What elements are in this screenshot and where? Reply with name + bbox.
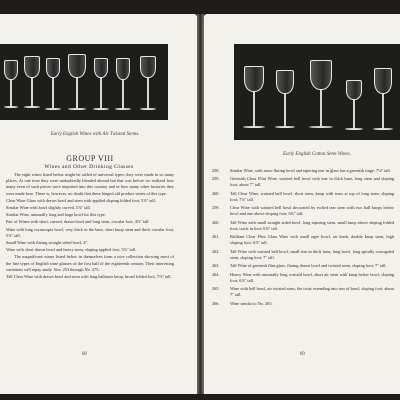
entry-description: Tall Wine with waisted bell bowl, small tear in thick base, long bowl, long spirally corrugated stem, sloping foot; 7" tall. bbox=[230, 248, 394, 260]
entry-number: 266. bbox=[212, 300, 220, 306]
entry-description: Clear Wine with waisted bell bowl decorated by etched tear stem with two ball knops below bowl and one above sloping foot; 6⅞" tall. bbox=[230, 205, 394, 217]
paragraph: Small Wine with flaring straight sided bowl, 4". bbox=[6, 240, 89, 246]
photo-caption: Early English Cotton Stem Wines. bbox=[283, 152, 351, 157]
list-item bbox=[212, 272, 394, 284]
paragraph: Pair of Wines with short, curved, drawn bowl and long stem, circular foot, 4⅞" tall. bbox=[6, 219, 150, 225]
list-item bbox=[212, 191, 394, 203]
entry-description: Wine with bell bowl, air twisted stem, the twist extending into rim of bowl, sloping foot; about 7" tall. bbox=[230, 286, 394, 298]
page-number: 69 bbox=[300, 352, 305, 357]
group-subtitle: Wines and Other Drinking Glasses bbox=[44, 164, 134, 170]
paragraph: Wine with short drawn bowl and heavy stem, sloping applied foot, 5⅞" tall. bbox=[6, 247, 137, 253]
entry-number: 259. bbox=[212, 176, 220, 182]
list-item bbox=[212, 168, 394, 174]
paragraph: Similar Wine with bowl slightly curved, 5⅞" tall. bbox=[6, 205, 91, 211]
paragraph: Wine with long cornucopia bowl, very thick in the base, short knop stem and thick circular foot, 5⅞" tall. bbox=[6, 226, 174, 238]
entry-number: 261. bbox=[212, 234, 220, 240]
paragraph: Clear Wine Glass with drawn bowl and stem with applied sloping folded foot, 5⅞" tall. bbox=[6, 197, 156, 203]
entry-description: Tall Clear Wine, waisted bell bowl, short stem, knop with tears at top of long stem, sloping foot; 7⅛" tall. bbox=[230, 190, 394, 202]
entry-description: Tall Wine of greenish flint glass, flaring drawn bowl and twisted stem, sloping foot; 7" tall. bbox=[230, 263, 387, 269]
entry-number: 262. bbox=[212, 248, 220, 254]
list-item bbox=[212, 234, 394, 246]
cotton-stem-wines-photo bbox=[234, 44, 400, 140]
list-item bbox=[212, 286, 394, 298]
list-item bbox=[212, 220, 394, 232]
entry-description: Wine similar to No. 265. bbox=[230, 300, 273, 306]
body-text bbox=[6, 172, 174, 281]
entry-number: 265. bbox=[212, 286, 220, 292]
entry-number: 260. bbox=[212, 219, 220, 225]
entry-number: 263. bbox=[212, 263, 220, 269]
entry-number: 258. bbox=[212, 168, 220, 173]
entry-description: Heavy Wine with unusually long waisted bowl, short air stem with knop below bowl, sloping foot; 6⅞" tall. bbox=[230, 271, 394, 283]
right-page bbox=[204, 14, 400, 394]
paragraph: Similar Wine, unusually long and large bowl for this type. bbox=[6, 212, 106, 218]
air-twist-wines-photo bbox=[0, 44, 168, 120]
photo-caption: Early English Wines with Air Twisted Stems. bbox=[50, 132, 140, 137]
list-item bbox=[212, 249, 394, 261]
list-item bbox=[212, 263, 394, 269]
left-page bbox=[0, 14, 197, 394]
group-title: GROUP VIII bbox=[66, 154, 114, 163]
entry-description: Greenish Clear Flint Wine, waisted bell bowl with tear in thick base, long stem and sloping foot; about 7" tall. bbox=[230, 176, 394, 188]
list-item bbox=[212, 301, 394, 307]
book-gutter bbox=[197, 14, 204, 394]
list-item bbox=[212, 205, 394, 217]
paragraph: Tall Clear Wine with drawn bowl and stem with long balluster knop, broad folded foot, 7⅞" tall. bbox=[6, 274, 172, 280]
paragraph: The eight wines listed below might be called of universal types; they were made in so many places. At one time they were undoubtedly blended abroad but that was before we realized how many even of such pieces were imported into this country and in how many other factories they were made here. There is, however, no doubt that these hinged old product wines of this type. bbox=[6, 172, 174, 196]
entry-description: Brilliant Clear Flint Glass Wine with small ogee bowl, air knob, double knop stem, high sloping foot; 6⅞" tall. bbox=[230, 234, 394, 246]
entry-number: 260. bbox=[212, 190, 220, 196]
catalogue-entries bbox=[212, 168, 394, 309]
entry-description: Tall Wine with small straight sided bowl, long tapering stem, small knop above sloping folded foot; crack in foot; 6⅞" tall. bbox=[230, 219, 394, 231]
page-number: 68 bbox=[82, 352, 87, 357]
entry-number: 259. bbox=[212, 205, 220, 211]
entry-description: Similar Wine, with more flaring bowl and tapering tear in glass has a greenish tinge; 7⅛" tall. bbox=[230, 168, 391, 173]
entry-number: 264. bbox=[212, 271, 220, 277]
paragraph: The magnificent wines listed below in themselves form a nice collection showing most of the fine types of English wine glasses of the first half of the eighteenth century. Their interesting variations will repay study. Nos. 253 through No. 275. bbox=[6, 254, 174, 272]
list-item bbox=[212, 176, 394, 188]
